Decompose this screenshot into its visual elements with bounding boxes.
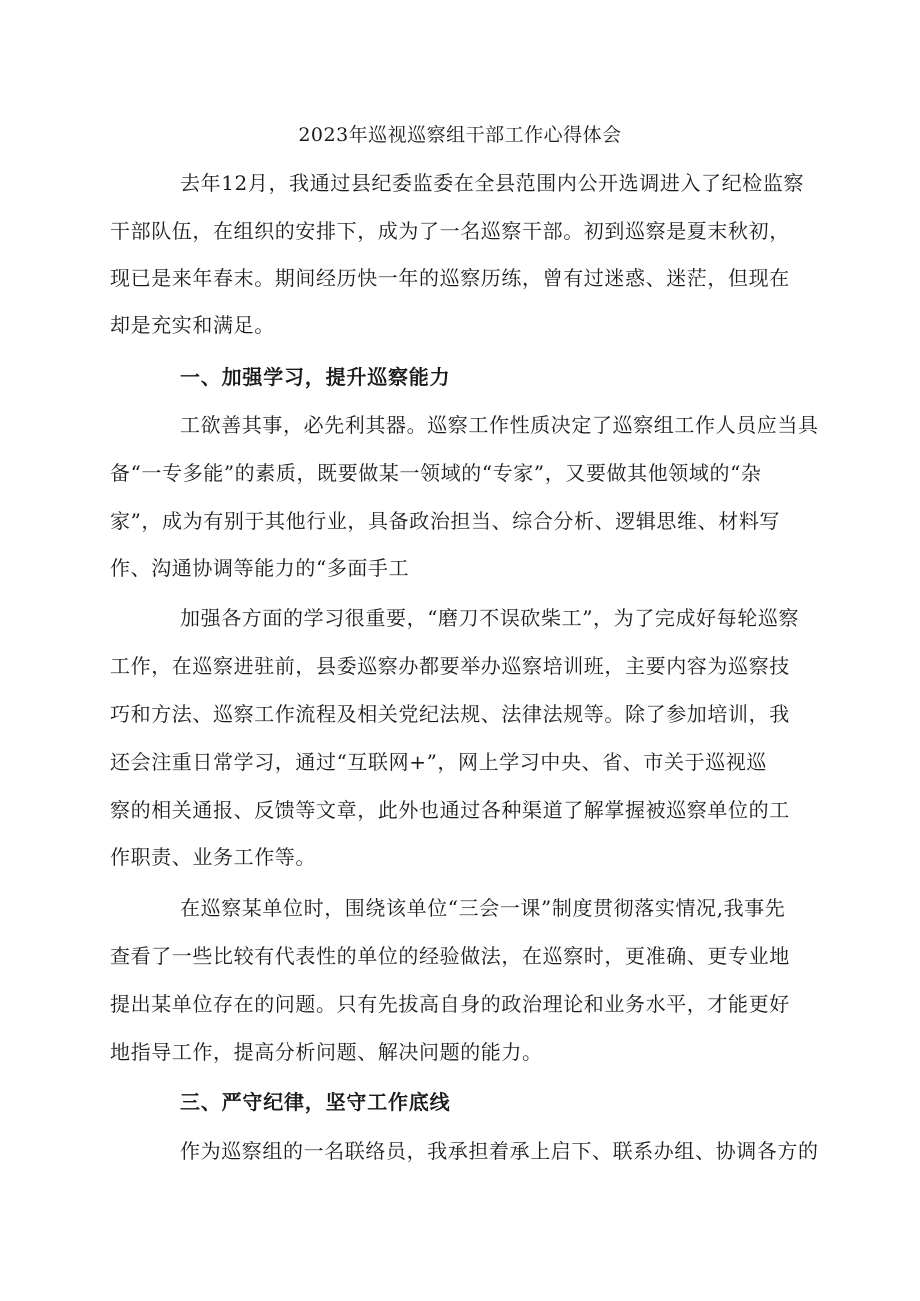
paragraph-line: 工作，在巡察进驻前，县委巡察办都要举办巡察培训班，主要内容为巡察技 <box>110 654 790 678</box>
section-heading: 三、严守纪律，坚守工作底线 <box>180 1090 451 1114</box>
paragraph-line: 地指导工作，提高分析问题、解决问题的能力。 <box>110 1040 543 1064</box>
paragraph-line: 干部队伍，在组织的安排下，成为了一名巡察干部。初到巡察是夏末秋初， <box>110 219 790 243</box>
paragraph-line: 备“一专多能”的素质，既要做某一领域的“专家”，又要做其他领域的“杂 <box>110 461 762 485</box>
paragraph-line: 查看了一些比较有代表性的单位的经验做法，在巡察时，更准确、更专业地 <box>110 944 790 968</box>
paragraph-line: 巧和方法、巡察工作流程及相关党纪法规、法律法规等。除了参加培训，我 <box>110 702 790 726</box>
section-heading: 一、加强学习，提升巡察能力 <box>180 365 451 389</box>
paragraph-line: 察的相关通报、反馈等文章，此外也通过各种渠道了解掌握被巡察单位的工 <box>110 798 790 822</box>
document-title: 2023年巡视巡察组干部工作心得体会 <box>298 124 622 146</box>
paragraph-line: 在巡察某单位时，围绕该单位“三会一课”制度贯彻落实情况,我事先 <box>180 896 786 920</box>
paragraph-line: 家”，成为有别于其他行业，具备政治担当、综合分析、逻辑思维、材料写 <box>110 509 781 533</box>
paragraph-line: 工欲善其事，必先利其器。巡察工作性质决定了巡察组工作人员应当具 <box>180 413 819 437</box>
paragraph-line: 加强各方面的学习很重要，“磨刀不误砍柴工”，为了完成好每轮巡察 <box>180 606 800 630</box>
paragraph-line: 提出某单位存在的问题。只有先拔高自身的政治理论和业务水平，才能更好 <box>110 992 790 1016</box>
paragraph-line: 还会注重日常学习，通过“互联网+”，网上学习中央、省、市关于巡视巡 <box>110 750 768 774</box>
paragraph-line: 作职责、业务工作等。 <box>110 845 316 869</box>
paragraph-line: 现已是来年春末。期间经历快一年的巡察历练，曾有过迷惑、迷茫，但现在 <box>110 266 790 290</box>
paragraph-line: 却是充实和满足。 <box>110 313 275 337</box>
paragraph-line: 作为巡察组的一名联络员，我承担着承上启下、联系办组、协调各方的 <box>180 1139 819 1163</box>
paragraph-line: 作、沟通协调等能力的“多面手工 <box>110 556 410 580</box>
paragraph-line: 去年12月，我通过县纪委监委在全县范围内公开选调进入了纪检监察 <box>180 171 805 195</box>
